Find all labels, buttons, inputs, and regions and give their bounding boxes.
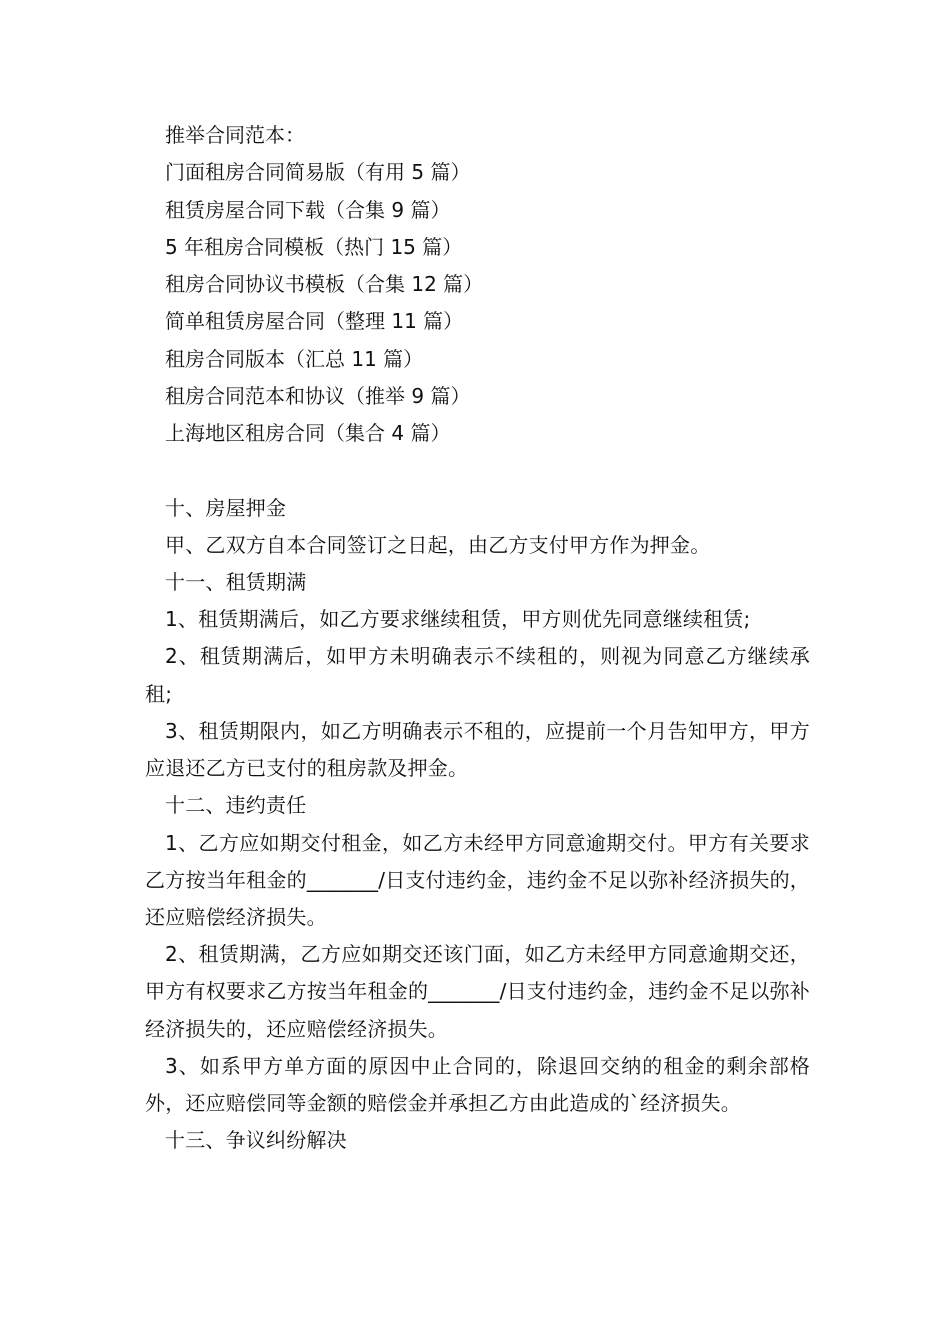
recommend-link-8[interactable]: 上海地区租房合同（集合 4 篇） <box>165 421 451 446</box>
paragraph-lease-expiry-1: 1、租赁期满后，如乙方要求继续租赁，甲方则优先同意继续租赁; <box>165 607 751 632</box>
recommended-contracts-list <box>145 117 810 453</box>
paragraph-deposit: 甲、乙双方自本合同签订之日起，由乙方支付甲方作为押金。 <box>165 532 711 557</box>
paragraph-breach-1: 1、乙方应如期交付租金，如乙方未经甲方同意逾期交付。甲方有关要求乙方按当年租金的_______/日支付违约金，违约金不足以弥补经济损失的，还应赔偿经济损失。 <box>145 830 810 929</box>
paragraph-breach-3: 3、如系甲方单方面的原因中止合同的，除退回交纳的租金的剩余部格外，还应赔偿同等金额的赔偿金并承担乙方由此造成的`经济损失。 <box>145 1053 810 1115</box>
section-heading-deposit: 十、房屋押金 <box>165 495 287 520</box>
spacer <box>145 453 810 490</box>
recommend-link-3[interactable]: 5 年租房合同模板（热门 15 篇） <box>165 234 463 259</box>
paragraph-lease-expiry-2: 2、租赁期满后，如甲方未明确表示不续租的，则视为同意乙方继续承租; <box>145 644 810 706</box>
recommend-heading: 推举合同范本： <box>165 123 305 147</box>
paragraph-breach-2: 2、租赁期满，乙方应如期交还该门面，如乙方未经甲方同意逾期交还，甲方有权要求乙方按当年租金的_______/日支付违约金，违约金不足以弥补经济损失的，还应赔偿经济损失。 <box>145 942 810 1041</box>
section-heading-lease-expiry: 十一、租赁期满 <box>165 570 307 595</box>
recommend-link-7[interactable]: 租房合同范本和协议（推举 9 篇） <box>165 384 471 409</box>
section-heading-dispute: 十三、争议纠纷解决 <box>165 1128 347 1153</box>
paragraph-lease-expiry-3: 3、租赁期限内，如乙方明确表示不租的，应提前一个月告知甲方，甲方应退还乙方已支付的租房款及押金。 <box>145 718 810 781</box>
contract-body <box>145 490 810 1160</box>
recommend-link-6[interactable]: 租房合同版本（汇总 11 篇） <box>165 346 424 371</box>
recommend-link-4[interactable]: 租房合同协议书模板（合集 12 篇） <box>165 272 484 297</box>
section-heading-breach: 十二、违约责任 <box>165 793 307 818</box>
document-page <box>145 117 810 1159</box>
recommend-link-1[interactable]: 门面租房合同简易版（有用 5 篇） <box>165 160 471 185</box>
recommend-link-5[interactable]: 简单租赁房屋合同（整理 11 篇） <box>165 309 464 334</box>
recommend-link-2[interactable]: 租赁房屋合同下载（合集 9 篇） <box>165 197 451 222</box>
